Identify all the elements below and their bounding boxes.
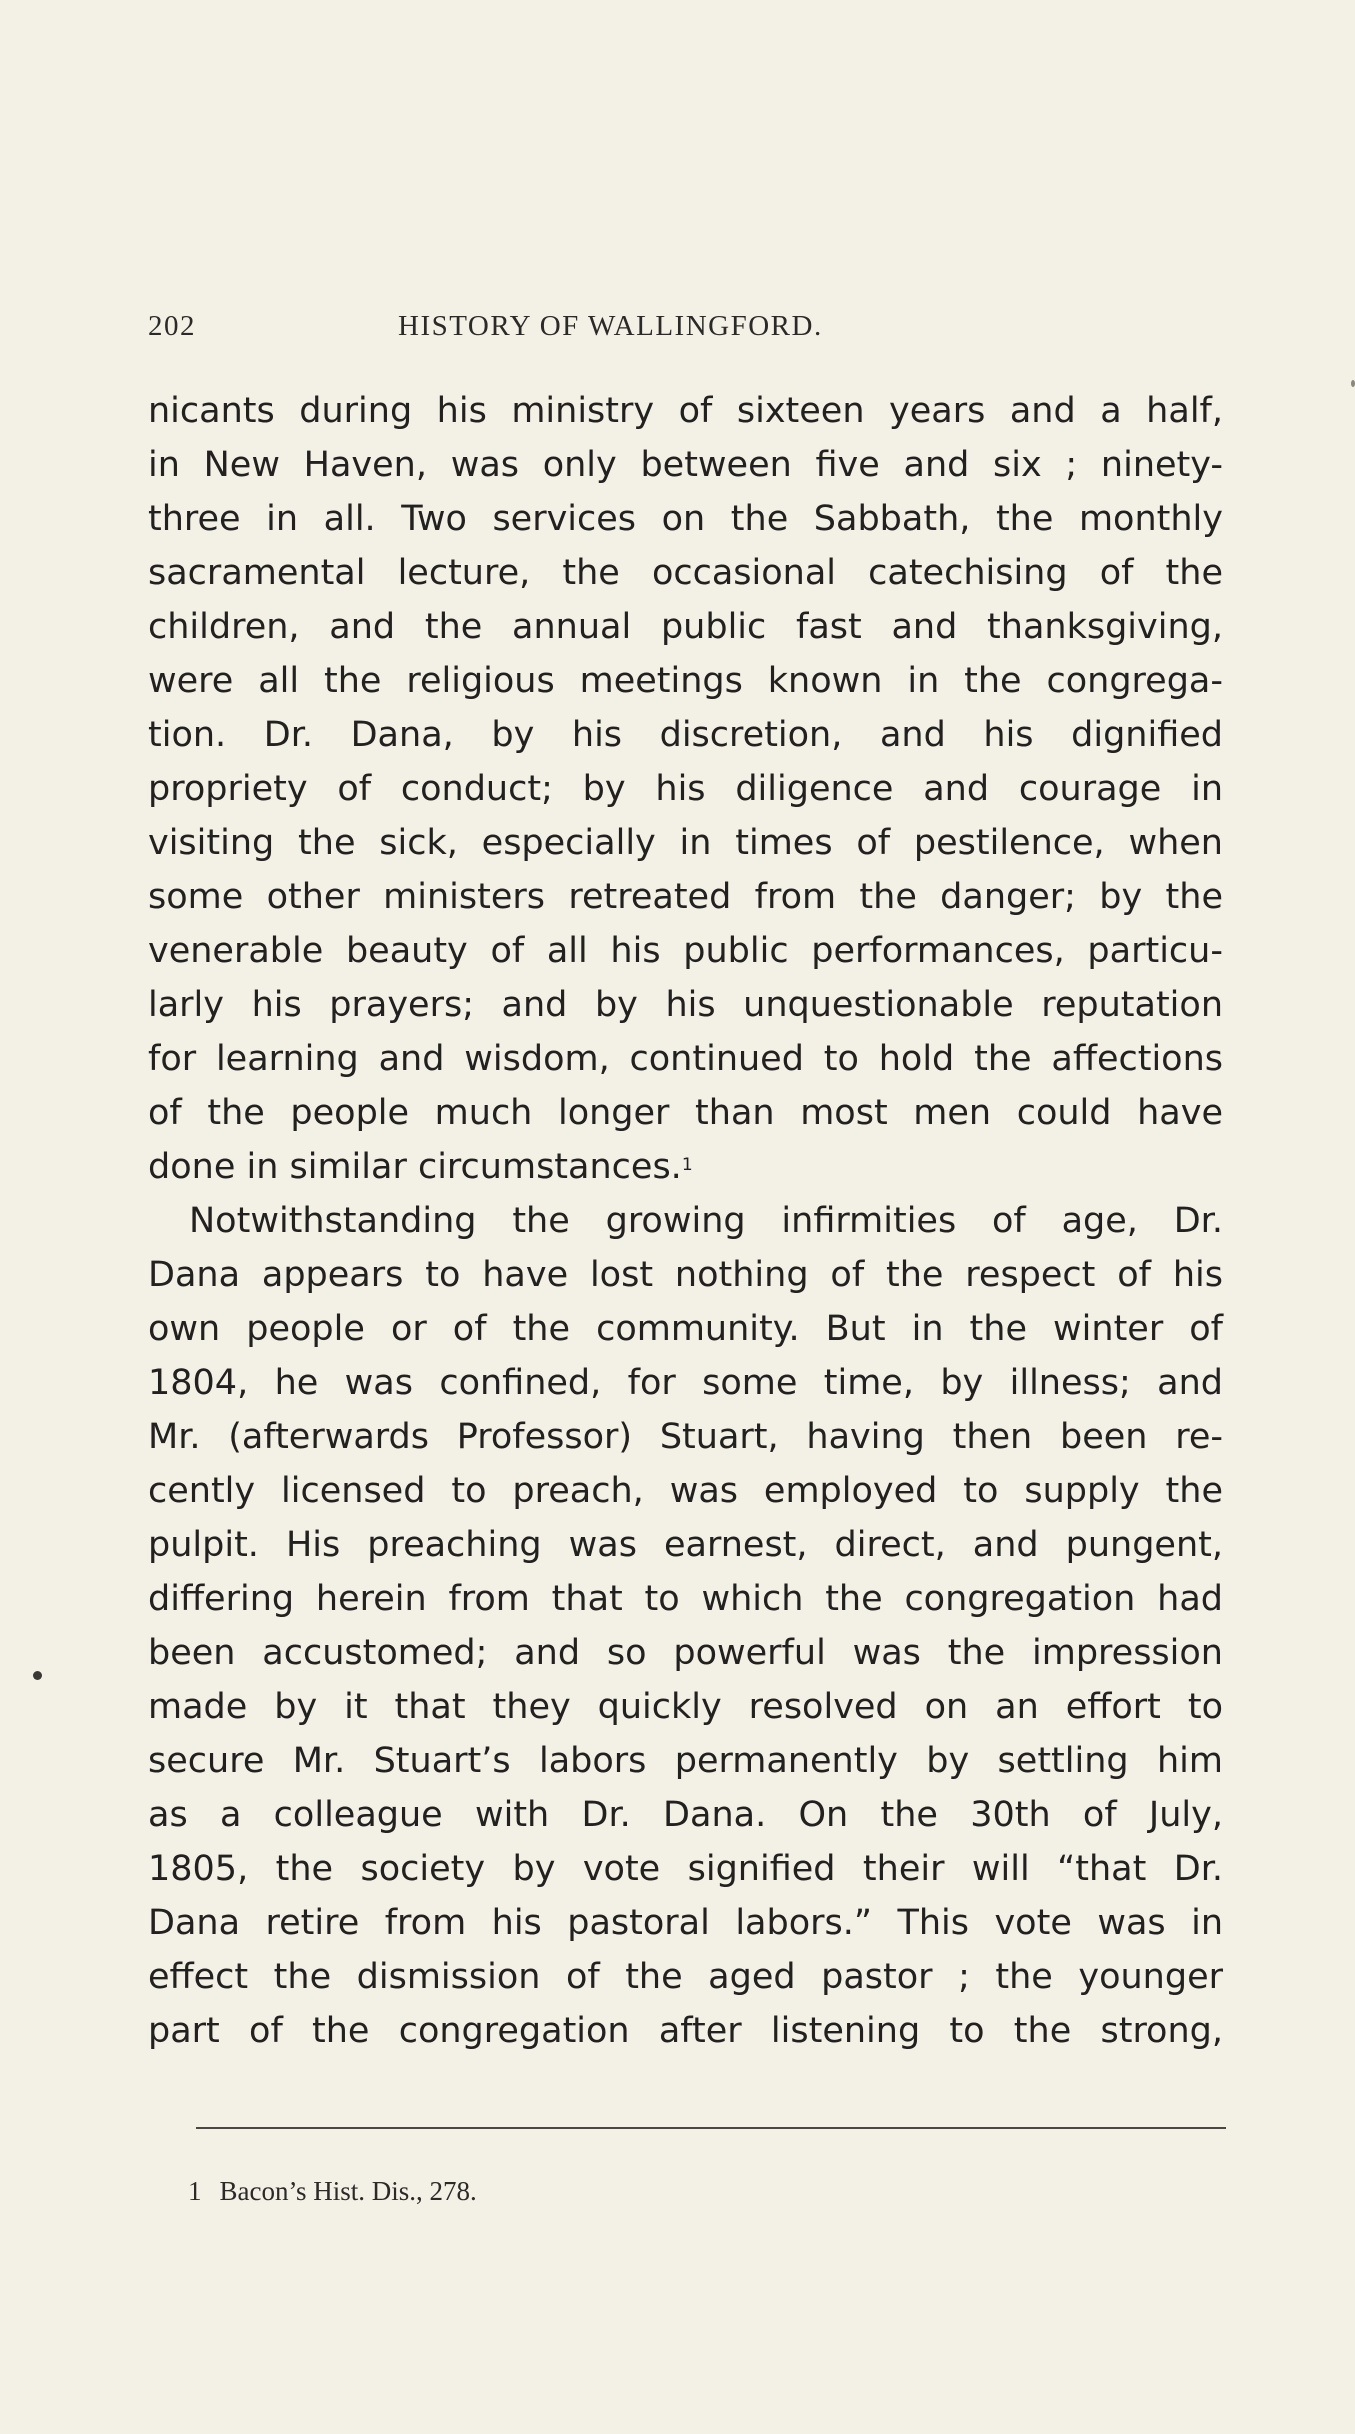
text-line [148,1950,1223,2004]
text-line-content: venerable beauty of all his public performances, particu- [148,931,1223,971]
text-line [148,654,1223,708]
text-line [148,1464,1223,1518]
text-line-content: 1805, the society by vote signified their will “that Dr. [148,1849,1223,1889]
text-line-content: sacramental lecture, the occasional catechising of the [148,553,1223,593]
text-line [148,1302,1223,1356]
text-line [148,1410,1223,1464]
text-line-content: larly his prayers; and by his unquestionable reputation [148,985,1223,1025]
text-line [148,1140,1223,1194]
text-line [148,492,1223,546]
footnote-mark: 1 [188,2176,202,2206]
text-line-content: Notwithstanding the growing infirmities of age, Dr. [189,1201,1223,1241]
text-line [148,600,1223,654]
text-line [148,1680,1223,1734]
text-line-content: pulpit. His preaching was earnest, direct, and pungent, [148,1525,1223,1565]
text-line-content: effect the dismission of the aged pastor ; the younger [148,1957,1223,1997]
text-line-content: made by it that they quickly resolved on an effort to [148,1687,1223,1727]
text-line [148,384,1223,438]
text-line [148,1572,1223,1626]
text-line [148,438,1223,492]
text-line [148,1842,1223,1896]
page-number: 202 [148,310,196,342]
footnote-reference: 1 [681,1155,693,1175]
text-line-content: own people or of the community. But in the winter of [148,1309,1223,1349]
text-line-content: tion. Dr. Dana, by his discretion, and his dignified [148,715,1223,755]
text-line [148,1248,1223,1302]
text-line [148,924,1223,978]
text-line-content: for learning and wisdom, continued to hold the affections [148,1039,1223,1079]
text-line [148,1734,1223,1788]
page-speck [33,1671,42,1680]
text-line-content: differing herein from that to which the congregation had [148,1579,1223,1619]
text-line [148,1356,1223,1410]
text-line-content: some other ministers retreated from the danger; by the [148,877,1223,917]
text-line [148,1896,1223,1950]
text-line [148,978,1223,1032]
text-line-content: Dana retire from his pastoral labors.” This vote was in [148,1903,1223,1943]
footnote [188,2176,477,2207]
text-line-content: three in all. Two services on the Sabbath, the monthly [148,499,1223,539]
text-line-content: children, and the annual public fast and thanksgiving, [148,607,1223,647]
text-line [148,1194,1223,1248]
running-title: HISTORY OF WALLINGFORD. [398,310,823,342]
text-line [148,762,1223,816]
text-line-content: propriety of conduct; by his diligence and courage in [148,769,1223,809]
text-line-content: 1804, he was confined, for some time, by illness; and [148,1363,1223,1403]
text-line [148,1788,1223,1842]
text-line-content: Dana appears to have lost nothing of the respect of his [148,1255,1223,1295]
text-line-content: visiting the sick, especially in times of pestilence, when [148,823,1223,863]
footnote-text: Bacon’s Hist. Dis., 278. [219,2176,477,2206]
text-line [148,2004,1223,2058]
text-line-content: were all the religious meetings known in the congrega- [148,661,1223,701]
text-line [148,1086,1223,1140]
text-line-content: Mr. (afterwards Professor) Stuart, having then been re- [148,1417,1223,1457]
text-line-content: as a colleague with Dr. Dana. On the 30th of July, [148,1795,1223,1835]
text-line-content: been accustomed; and so powerful was the impression [148,1633,1223,1673]
text-line-content: done in similar circumstances. [148,1147,682,1187]
text-line [148,1518,1223,1572]
text-line [148,708,1223,762]
text-line [148,870,1223,924]
text-line-content: part of the congregation after listening to the strong, [148,2011,1223,2051]
page-speck [1351,380,1355,387]
text-line [148,1032,1223,1086]
running-head [148,310,1223,350]
text-line [148,546,1223,600]
body-text [148,384,1223,2058]
text-line-content: cently licensed to preach, was employed to supply the [148,1471,1223,1511]
footnote-divider [196,2127,1226,2129]
text-line [148,816,1223,870]
text-line [148,1626,1223,1680]
text-line-content: of the people much longer than most men could have [148,1093,1223,1133]
text-line-content: nicants during his ministry of sixteen years and a half, [148,391,1223,431]
text-line-content: secure Mr. Stuart’s labors permanently by settling him [148,1741,1223,1781]
text-line-content: in New Haven, was only between five and six ; ninety- [148,445,1223,485]
